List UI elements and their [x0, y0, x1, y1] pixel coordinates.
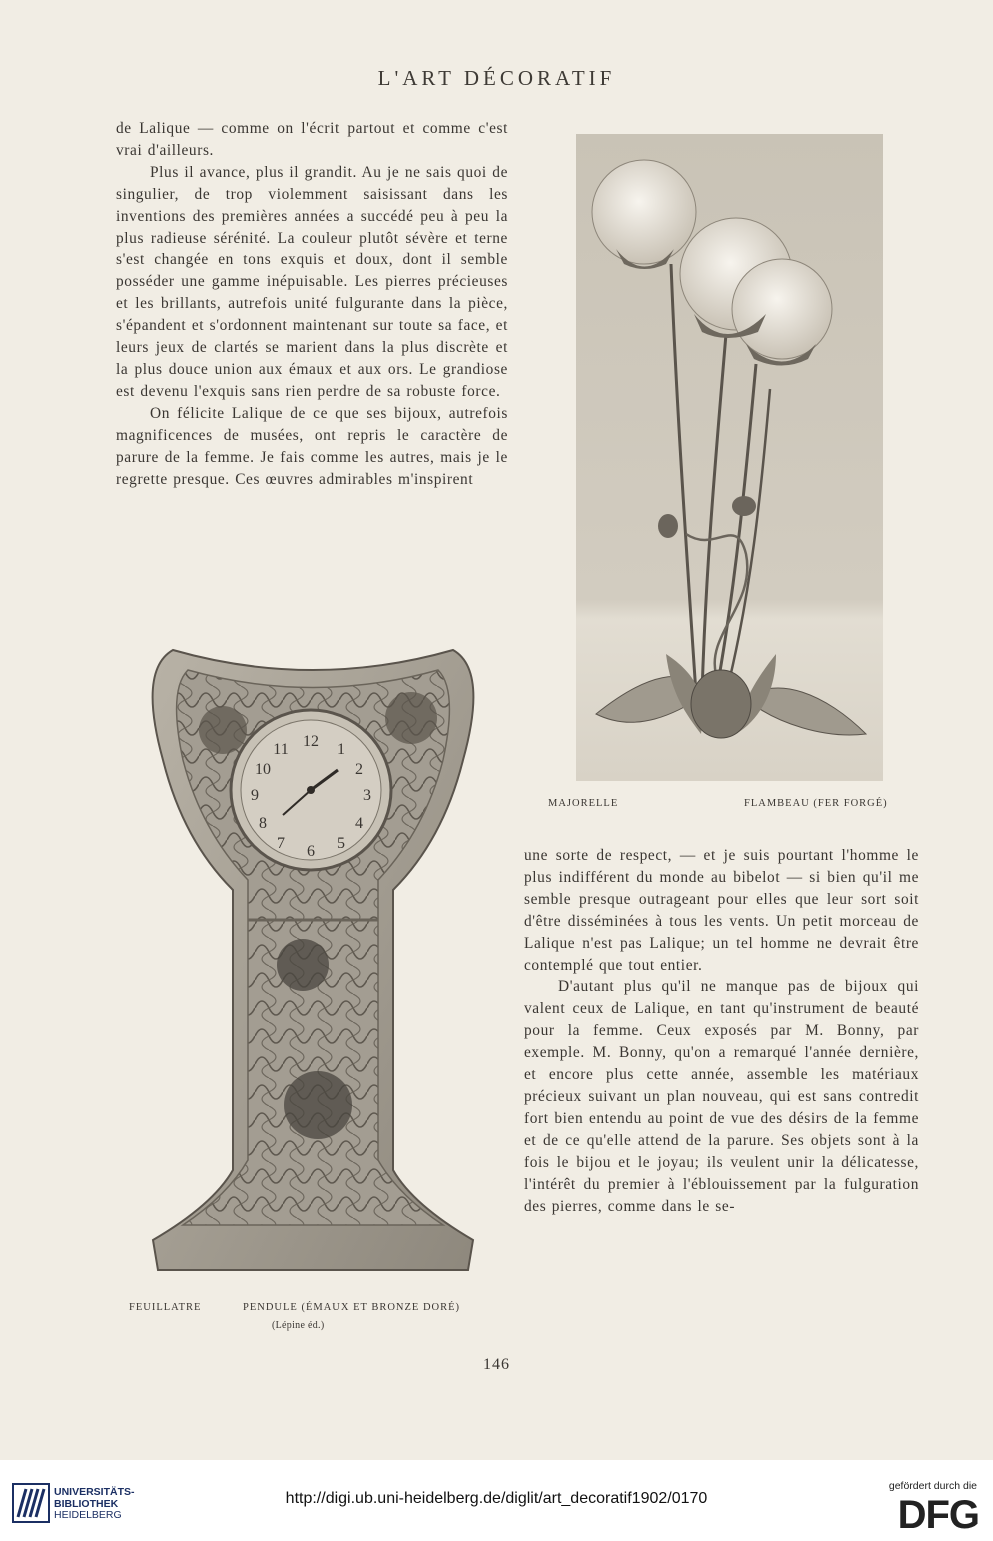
- caption-clock-maker: FEUILLATRE: [129, 1302, 202, 1313]
- lamp-illustration: [576, 134, 883, 781]
- paragraph: On félicite Lalique de ce que ses bijoux, autrefois magnificences de musées, ont repris le caractère de parure de la femme. Je fais comme les autres, mais je le regrette presque. Ces œuvres admirables m'inspirent: [116, 404, 508, 488]
- left-text-column: [116, 118, 508, 490]
- funding-note: gefördert durch die: [888, 1480, 977, 1492]
- page-number: 146: [483, 1356, 510, 1373]
- dfg-logo: DFG: [897, 1493, 979, 1537]
- caption-clock-title: PENDULE (ÉMAUX ET BRONZE DORÉ): [243, 1302, 461, 1313]
- clock-numeral: 11: [273, 741, 289, 758]
- caption-clock-editor: (Lépine éd.): [272, 1320, 325, 1331]
- right-text-column: [524, 845, 919, 1217]
- institution-line: BIBLIOTHEK: [54, 1497, 119, 1510]
- clock-numeral: 10: [255, 761, 271, 778]
- clock-numeral: 5: [337, 835, 345, 852]
- clock-numeral: 1: [337, 741, 345, 758]
- running-head: L'ART DÉCORATIF: [377, 66, 616, 90]
- clock-numeral: 8: [259, 815, 267, 832]
- institution-line: UNIVERSITÄTS-: [54, 1486, 135, 1498]
- permalink-url[interactable]: http://digi.ub.uni-heidelberg.de/diglit/art_decoratif1902/0170: [285, 1490, 708, 1507]
- clock-numeral: 3: [363, 787, 371, 804]
- clock-illustration: [143, 630, 483, 1290]
- paragraph: de Lalique — comme on l'écrit partout et comme c'est vrai d'ailleurs.: [116, 120, 508, 159]
- clock-numeral: 7: [277, 835, 285, 852]
- caption-lamp-title: FLAMBEAU (FER FORGÉ): [744, 798, 888, 809]
- clock-numeral: 4: [355, 815, 363, 832]
- clock-numeral: 6: [307, 843, 315, 860]
- clock-numeral: 9: [251, 787, 259, 804]
- lamp-plate-image: [576, 134, 883, 781]
- clock-numeral: 2: [355, 761, 363, 778]
- paragraph: une sorte de respect, — et je suis pourtant l'homme le plus indifférent du monde au bibelot — si bien qu'il me semble presque outrageant pour elles que leur sort soit d'être disséminées à tous les vents. Un petit morceau de Lalique n'est pas Lalique; un tel homme ne devrait être contemplé que tout entier.: [524, 847, 919, 974]
- institution-line: HEIDELBERG: [54, 1509, 122, 1521]
- paragraph: D'autant plus qu'il ne manque pas de bijoux qui valent ceux de Lalique, en tant qu'instrument de beauté pour la femme. Ceux exposés par M. Bonny, par exemple. M. Bonny, qu'on a remarqué l'année dernière, et encore plus cette année, assemble les matériaux précieux suivant un plan nouveau, qui est sans contredit fort bien entendu au point de vue des désirs de la femme et de ce qu'elle attend de la parure. Ses objets sont à la fois le bijou et le joyau; ils veulent unir la délicatesse, l'intérêt du premier à l'éblouissement par la fulguration des pierres, comme dans le se-: [524, 978, 919, 1215]
- clock-plate-image: [143, 630, 483, 1290]
- paragraph: Plus il avance, plus il grandit. Au je ne sais quoi de singulier, de trop violemment saisissant dans les inventions des premières années a succédé peu à peu la plus radieuse sérénité. La couleur plutôt sévère et terne s'est changée en tons exquis et doux, dont il semble posséder une gamme inépuisable. Les pierres précieuses et les brillants, autrefois unité fulgurante dans la pièce, s'épandent et s'ordonnent maintenant sur toute sa face, et leurs jeux de clartés se marient dans la plus discrète et la plus douce union aux émaux et aux ors. Le grandiose est devenu l'exquis sans rien perdre de sa robuste force.: [116, 163, 508, 400]
- caption-lamp-maker: MAJORELLE: [548, 798, 619, 809]
- clock-numeral: 12: [303, 733, 319, 750]
